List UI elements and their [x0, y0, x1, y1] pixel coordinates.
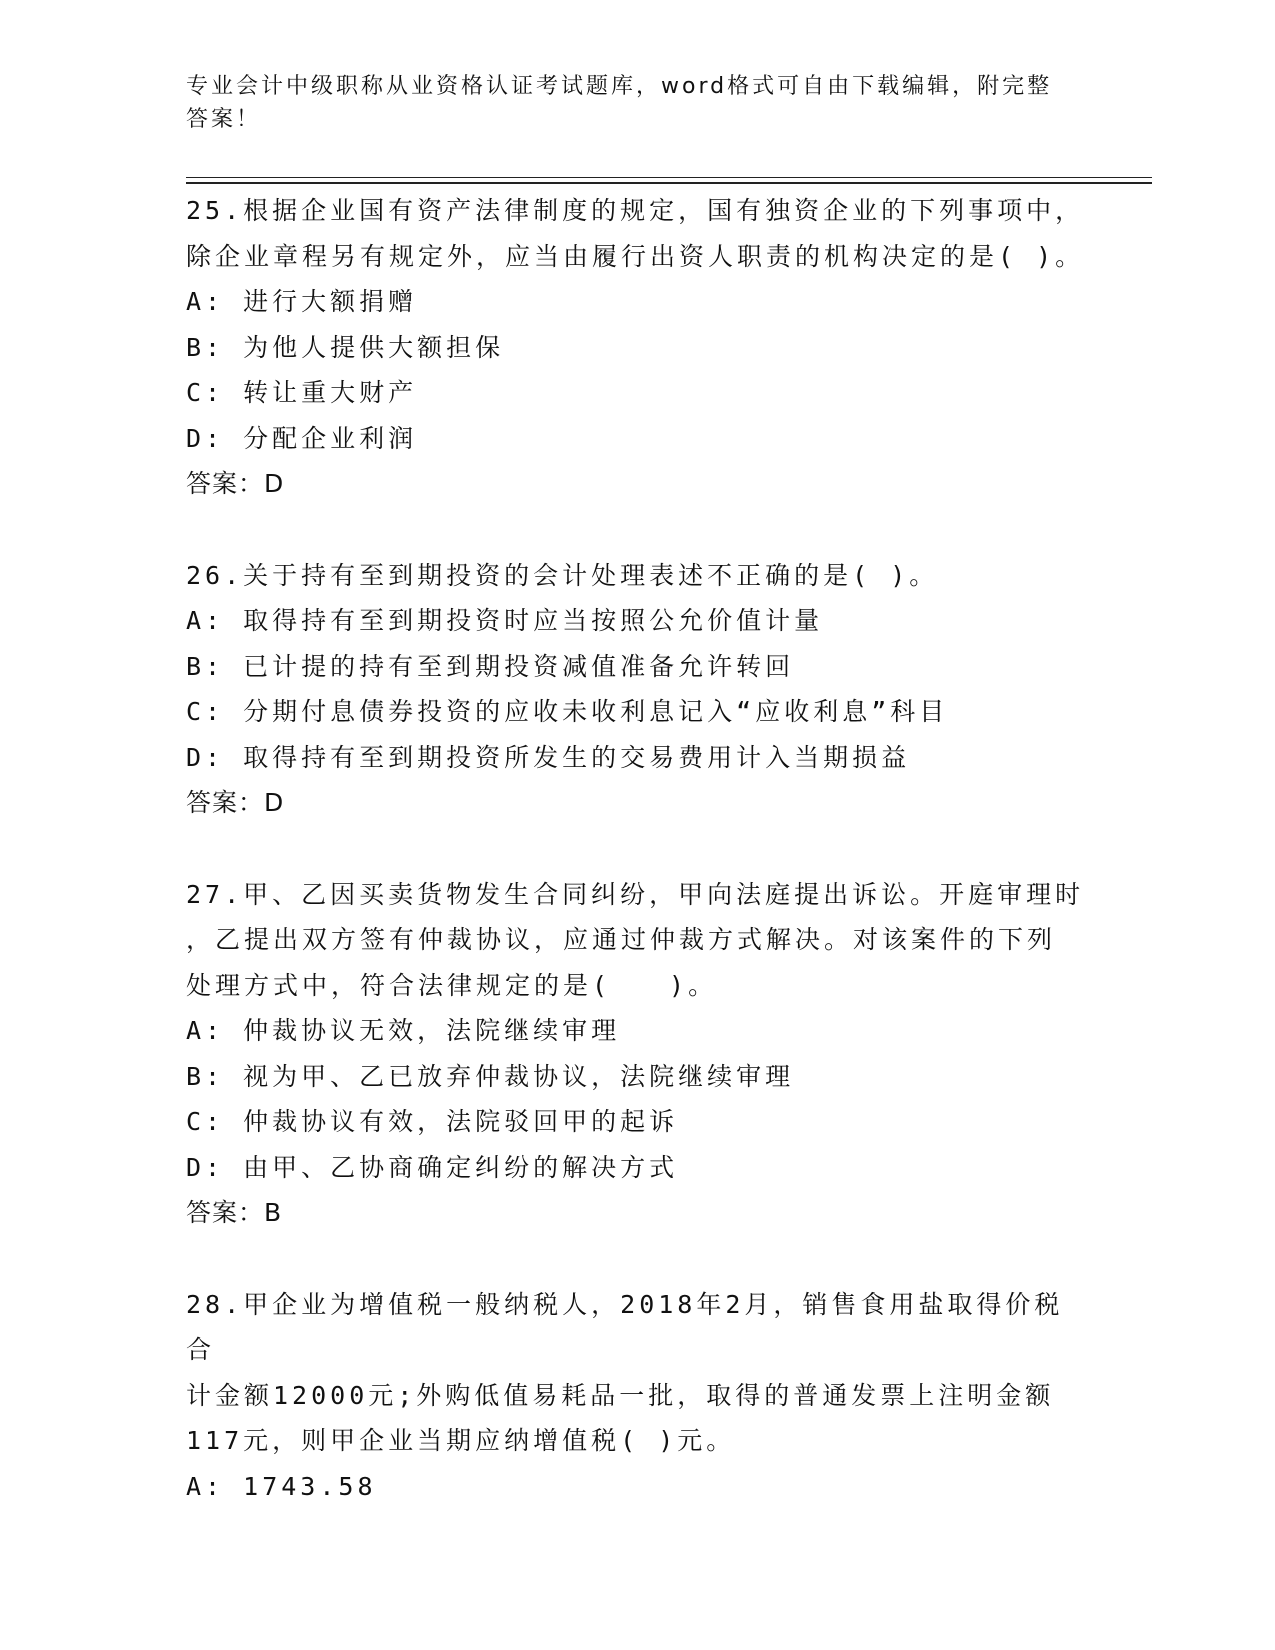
option-d: D: 分配企业利润 [186, 423, 418, 453]
option-b: B: 为他人提供大额担保 [186, 332, 505, 362]
question-stem-line: ，乙提出双方签有仲裁协议，应通过仲裁方式解决。对该案件的下列 [186, 925, 1057, 954]
option-a: A: 1743.58 [186, 1471, 377, 1501]
answer-line: 答案：D [186, 469, 285, 498]
question-stem-line: 25.根据企业国有资产法律制度的规定，国有独资企业的下列事项中， [186, 196, 1085, 225]
answer-line: 答案：D [186, 788, 285, 817]
answer-line: 答案：B [186, 1198, 283, 1227]
question-28 [186, 1282, 1086, 1510]
option-d: D: 取得持有至到期投资所发生的交易费用计入当期损益 [186, 742, 911, 772]
option-a: A: 仲裁协议无效，法院继续审理 [186, 1016, 621, 1045]
option-c: C: 分期付息债券投资的应收未收利息记入“应收利息”科目 [186, 697, 949, 726]
question-stem-line: 28.甲企业为增值税一般纳税人，2018年2月，销售食用盐取得价税合 [186, 1289, 1064, 1364]
option-c: C: 转让重大财产 [186, 378, 418, 407]
question-27 [186, 872, 1086, 1236]
question-stem-line: 26.关于持有至到期投资的会计处理表述不正确的是( )。 [186, 560, 939, 590]
question-stem-line: 27.甲、乙因买卖货物发生合同纠纷，甲向法庭提出诉讼。开庭审理时 [186, 879, 1085, 909]
question-25 [186, 188, 1086, 507]
option-a: A: 进行大额捐赠 [186, 287, 418, 316]
question-stem-line: 处理方式中，符合法律规定的是( )。 [186, 970, 718, 1000]
header-rule-thin [186, 177, 1152, 178]
option-b: B: 视为甲、乙已放弃仲裁协议，法院继续审理 [186, 1061, 795, 1091]
header-text: 专业会计中级职称从业资格认证考试题库，word格式可自由下载编辑，附完整答案！ [186, 74, 1053, 132]
document-header [186, 70, 1066, 136]
question-26 [186, 553, 1086, 826]
header-rule-thick [186, 182, 1152, 184]
option-a: A: 取得持有至到期投资时应当按照公允价值计量 [186, 606, 824, 635]
question-stem-line: 117元，则甲企业当期应纳增值税( )元。 [186, 1426, 736, 1455]
option-b: B: 已计提的持有至到期投资减值准备允许转回 [186, 651, 795, 681]
question-stem-line: 计金额12000元;外购低值易耗品一批，取得的普通发票上注明金额 [186, 1380, 1055, 1410]
question-list [186, 188, 1086, 1555]
option-d: D: 由甲、乙协商确定纠纷的解决方式 [186, 1152, 679, 1182]
question-stem-line: 除企业章程另有规定外，应当由履行出资人职责的机构决定的是( )。 [186, 241, 1085, 271]
option-c: C: 仲裁协议有效，法院驳回甲的起诉 [186, 1107, 679, 1136]
